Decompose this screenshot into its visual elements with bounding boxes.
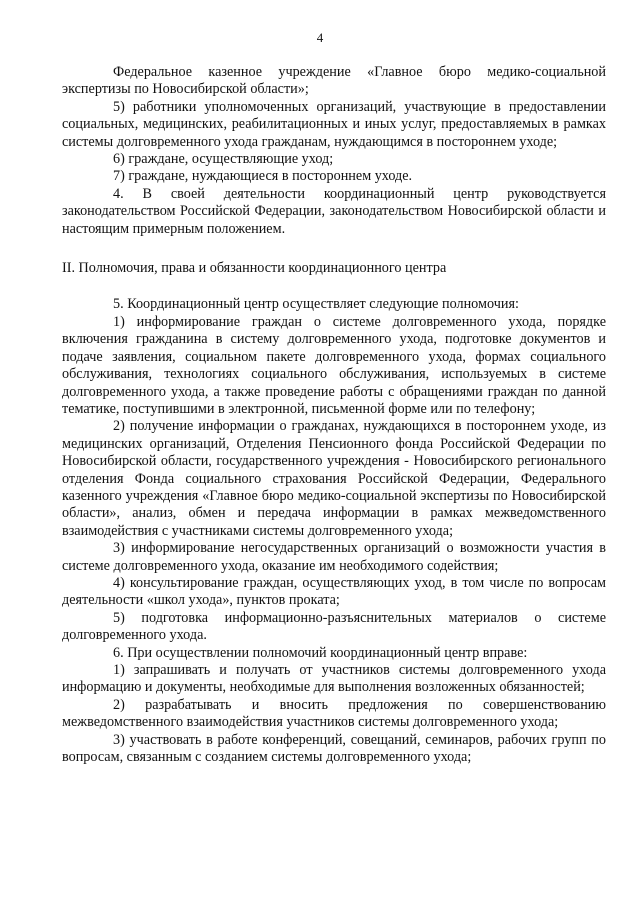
list-item: 2) разрабатывать и вносить предложения по совершенствованию межведомственного взаимодействия участников системы долговременного ухода; (62, 696, 606, 731)
list-item: 1) запрашивать и получать от участников системы долговременного ухода информацию и документы, необходимые для выполнения возложенных обязанностей; (62, 662, 606, 696)
page-number: 4 (316, 30, 324, 45)
section-heading: II. Полномочия, права и обязанности координационного центра (62, 260, 447, 277)
list-item: 5) подготовка информационно-разъяснительных материалов о системе долговременного ухода. (62, 609, 606, 644)
list-item: 3) участвовать в работе конференций, совещаний, семинаров, рабочих групп по вопросам, связанным с созданием системы долговременного ухода; (62, 731, 606, 766)
document-body (62, 64, 606, 766)
list-item: 7) граждане, нуждающиеся в постороннем уходе. (113, 168, 413, 185)
paragraph: 4. В своей деятельности координационный центр руководствуется законодательством Российской Федерации, законодательством Новосибирской области и настоящим примерным положением. (62, 185, 606, 237)
list-item: 5) работники уполномоченных организаций, участвующие в предоставлении социальных, медицинских, реабилитационных и иных услуг, предоставляемых в рамках системы долговременного ухода гражданам, нуждающимся в постороннем уходе; (62, 98, 606, 150)
list-item: 4) консультирование граждан, осуществляющих уход, в том числе по вопросам деятельности «школ ухода», пунктов проката; (62, 574, 606, 609)
list-item: 6) граждане, осуществляющие уход; (113, 151, 334, 168)
list-item: 3) информирование негосударственных организаций о возможности участия в системе долговременного ухода, оказание им необходимого содействия; (62, 540, 606, 574)
paragraph: Федеральное казенное учреждение «Главное бюро медико-социальной экспертизы по Новосибирской области»; (62, 64, 606, 98)
list-item: 2) получение информации о гражданах, нуждающихся в постороннем уходе, из медицинских организаций, Отделения Пенсионного фонда Российской Федерации по Новосибирской области, государственного учреждения - Новосибирского регионального отделения Фонда социального страхования Российской Федерации, Федерального казенного учреждения «Главное бюро медико-социальной экспертизы по Новосибирской области», анализ, обмен и передача информации в рамках межведомственного взаимодействия с участниками системы долговременного ухода; (62, 418, 606, 539)
list-item: 1) информирование граждан о системе долговременного ухода, порядке включения гражданина в систему долговременного ухода, подготовке документов и подаче заявления, социальном пакете долговременного ухода, формах социального обслуживания, технологиях социального обслуживания, используемых в системе долговременного ухода, а также проведение работы с обращениями граждан по данной тематике, поступившими в электронной, письменной форме или по телефону; (62, 313, 606, 417)
paragraph: 6. При осуществлении полномочий координационный центр вправе: (113, 644, 528, 661)
paragraph: 5. Координационный центр осуществляет следующие полномочия: (113, 296, 519, 313)
